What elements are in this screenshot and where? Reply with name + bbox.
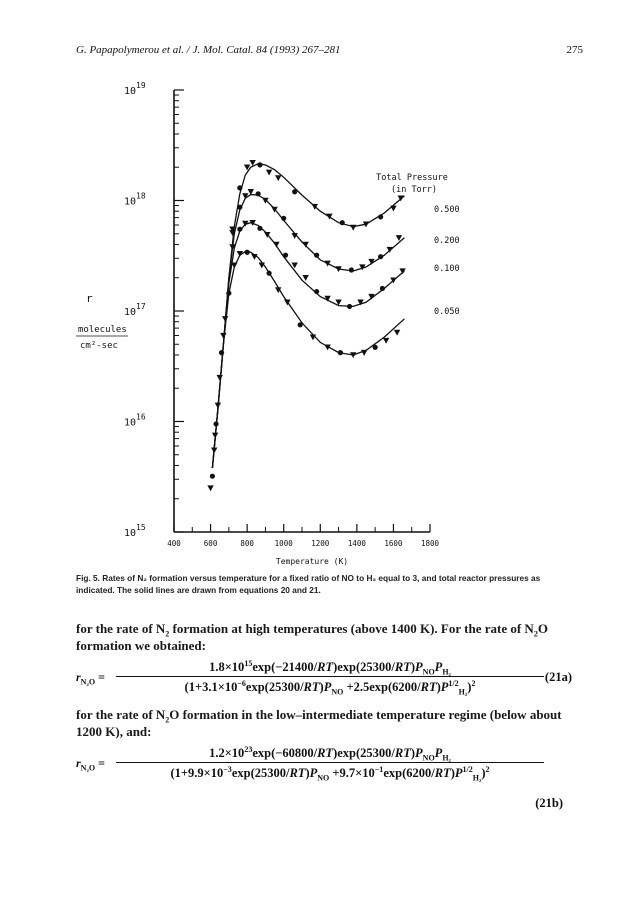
body-paragraph-2: for the rate of $N_2O$ formation in the low–intermediate temperature regime (below about 1200 K), and:	[76, 707, 562, 739]
running-header	[76, 44, 583, 56]
legend-label-0.050: 0.050	[434, 307, 460, 317]
legend-label-0.200: 0.200	[434, 236, 460, 246]
x-tick-label: 1000	[274, 539, 293, 548]
fit-curves	[212, 164, 404, 468]
data-point-0.050	[213, 421, 218, 426]
data-point-0.100	[257, 226, 262, 231]
page-number: 275	[566, 44, 583, 56]
data-point-0.050	[215, 403, 221, 409]
data-point-0.100	[302, 275, 308, 281]
y-axis-label-denominator: cm²-sec	[80, 341, 118, 351]
journal-citation: G. Papapolymerou et al. / J. Mol. Catal. 84 (1993) 267–281	[76, 44, 341, 56]
data-point-0.200	[256, 191, 261, 196]
y-axis-label-numerator: molecules	[78, 325, 127, 335]
data-point-0.100	[237, 227, 242, 232]
data-point-0.050	[212, 433, 218, 439]
equation-21b	[76, 744, 576, 790]
data-point-0.050	[373, 345, 378, 350]
data-point-0.500	[340, 220, 345, 225]
data-point-0.200	[248, 189, 254, 195]
body-paragraph-1: for the rate of $N_2$ formation at high temperatures (above 1400 K). For the rate of $N_2O$ formation we obtained:	[76, 621, 548, 653]
data-point-0.100	[380, 286, 385, 291]
data-point-0.200	[314, 253, 319, 258]
equation-21b-lhs: $r_{N_2O}$ =	[76, 756, 105, 773]
legend	[376, 173, 459, 317]
y-tick-label: $10^{17}$	[124, 302, 146, 318]
fit-curve-0.200	[212, 195, 404, 468]
x-axis-label: Temperature (K)	[275, 557, 349, 566]
data-point-0.100	[273, 242, 279, 248]
data-point-0.500	[266, 170, 272, 176]
data-point-0.050	[220, 333, 226, 339]
data-point-0.050	[210, 474, 215, 479]
data-point-0.500	[237, 185, 242, 190]
data-point-0.500	[378, 214, 383, 219]
y-axis-label-symbol: r	[86, 292, 93, 305]
data-point-0.050	[222, 316, 228, 322]
fit-curve-0.050	[212, 252, 404, 468]
data-point-0.050	[226, 291, 231, 296]
data-point-0.100	[283, 253, 288, 258]
equation-21a-label: (21a)	[544, 670, 572, 684]
x-tick-label: 1400	[347, 539, 366, 548]
equation-21b-numerator: $1.2\times 10^{23}\exp(-60800/RT)\exp(25300/RT)P_{NO}P_{H_2}$	[209, 744, 451, 763]
data-point-0.500	[257, 162, 262, 167]
data-point-0.050	[211, 447, 217, 453]
fit-curve-0.500	[212, 164, 404, 468]
data-point-0.500	[350, 225, 356, 231]
x-tick-label: 800	[240, 539, 254, 548]
data-point-0.100	[399, 268, 405, 274]
data-point-0.050	[383, 338, 389, 344]
data-point-0.050	[394, 330, 400, 336]
data-point-0.050	[361, 350, 367, 356]
data-point-0.500	[292, 189, 297, 194]
y-tick-label: $10^{19}$	[124, 81, 146, 97]
tick-labels	[124, 81, 440, 548]
data-point-0.050	[338, 350, 343, 355]
data-point-0.100	[314, 289, 319, 294]
data-point-0.200	[349, 267, 354, 272]
equation-21b-denominator: $(1+9.9\times 10^{-3}\exp(25300/RT)P_{NO} +9.7\times 10^{-1}\exp(6200/RT)P^{1/2}_{H_2})^2$	[170, 764, 490, 783]
equation-21a-numerator: $1.8\times 10^{15}\exp(-21400/RT)\exp(25300/RT)P_{NO}P_{H_2}$	[209, 658, 451, 677]
x-tick-label: 1200	[311, 539, 330, 548]
equation-21b-label: (21b)	[535, 796, 563, 810]
y-tick-label: $10^{15}$	[124, 523, 146, 539]
figure-caption: Fig. 5. Rates of N₂ formation versus temperature for a fixed ratio of NO to H₂ equal to 3, and total reactor pressures as indicated. The solid lines are drawn from equations 20 and 21.	[76, 573, 541, 595]
x-tick-label: 400	[167, 539, 181, 548]
data-point-0.050	[266, 271, 271, 276]
axis-labels	[76, 292, 348, 566]
equation-21a-lhs: $r_{N_2O}$ =	[76, 670, 105, 687]
data-point-0.200	[378, 254, 383, 259]
equation-21a-denominator: $(1+3.1\times 10^{-6}\exp(25300/RT)P_{NO} +2.5\exp(6200/RT)P^{1/2}_{H_2})^2$	[184, 678, 476, 697]
data-point-0.050	[298, 322, 303, 327]
data-point-0.200	[237, 205, 242, 210]
rate-vs-temperature-chart	[70, 70, 470, 566]
data-point-0.500	[275, 175, 281, 181]
legend-label-0.100: 0.100	[434, 264, 460, 274]
y-tick-label: $10^{16}$	[124, 412, 146, 429]
equation-21a	[76, 658, 576, 704]
data-point-0.050	[217, 375, 223, 381]
data-point-0.050	[245, 250, 250, 255]
x-tick-label: 1600	[384, 539, 403, 548]
y-tick-label: $10^{18}$	[124, 191, 146, 208]
data-point-0.050	[207, 485, 213, 491]
data-point-0.100	[347, 304, 352, 309]
x-tick-label: 1800	[420, 539, 440, 548]
data-point-0.200	[324, 261, 330, 267]
data-point-0.200	[262, 198, 268, 204]
data-point-0.200	[302, 242, 308, 248]
legend-title: Total Pressure	[376, 173, 448, 183]
data-point-0.050	[219, 350, 224, 355]
data-point-0.200	[281, 216, 286, 221]
x-tick-label: 600	[203, 539, 218, 548]
legend-label-0.500: 0.500	[434, 205, 460, 215]
data-point-0.500	[390, 206, 396, 212]
legend-subtitle: (in Torr)	[390, 185, 438, 195]
